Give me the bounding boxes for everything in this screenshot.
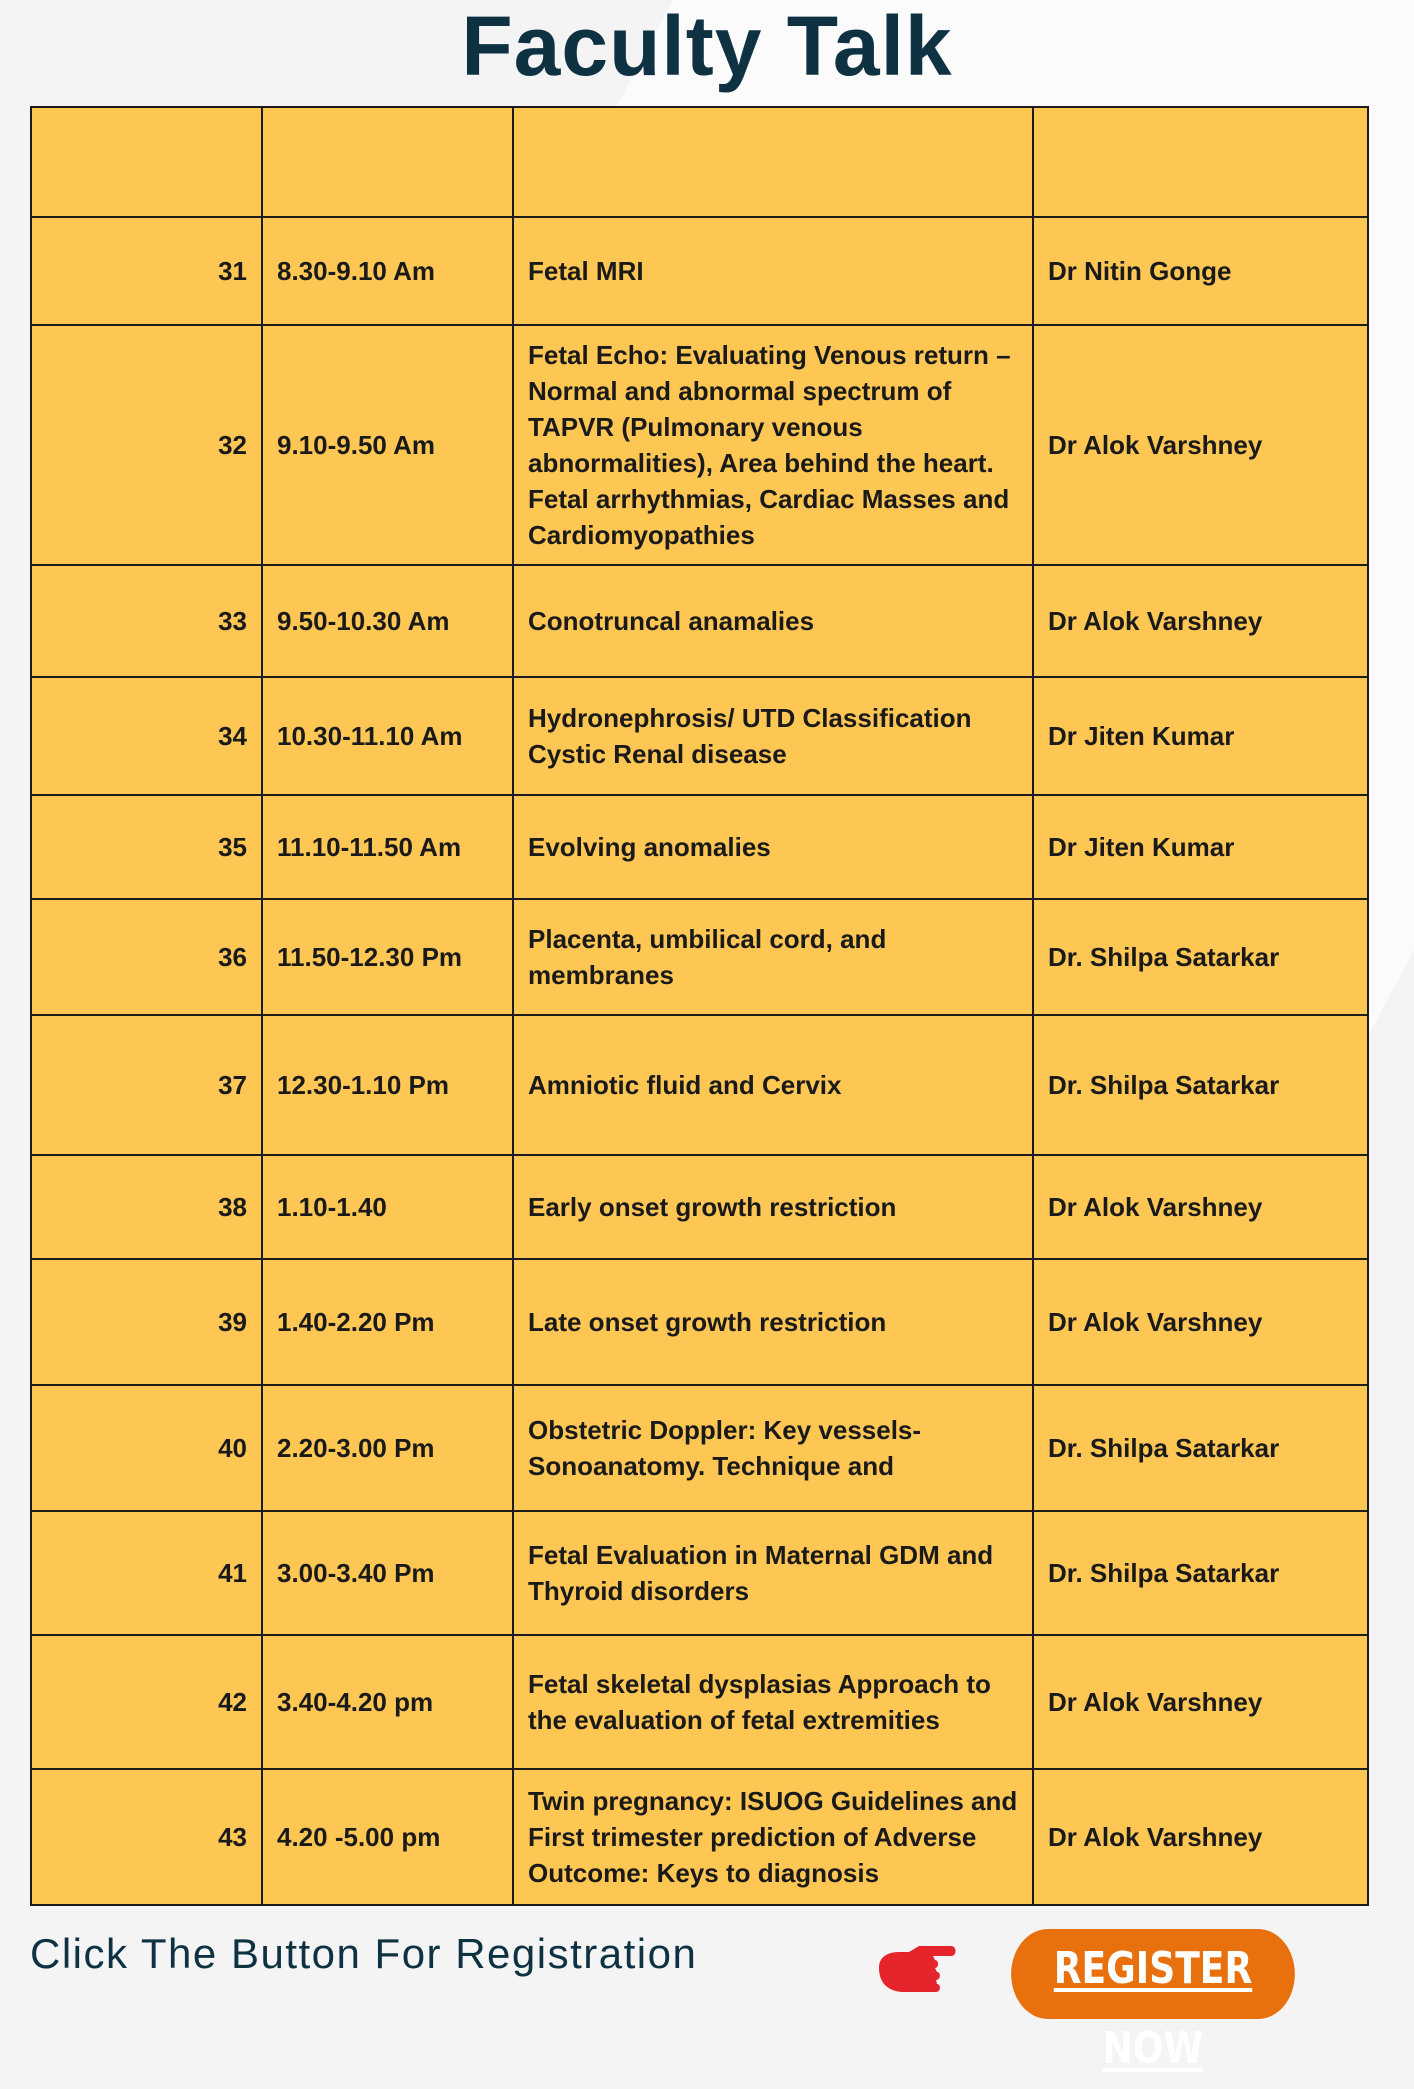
- talk-topic: Conotruncal anamalies: [513, 565, 1033, 677]
- row-number: 34: [31, 677, 262, 795]
- talk-topic: Amniotic fluid and Cervix: [513, 1015, 1033, 1155]
- table-row: [31, 795, 1368, 899]
- speaker-name: Dr. Shilpa Satarkar: [1033, 1015, 1368, 1155]
- talk-topic: Late onset growth restriction: [513, 1259, 1033, 1385]
- talk-topic: Placenta, umbilical cord, and membranes: [513, 899, 1033, 1015]
- time-slot: 3.00-3.40 Pm: [262, 1511, 513, 1635]
- time-slot: 1.10-1.40: [262, 1155, 513, 1259]
- speaker-name: Dr Alok Varshney: [1033, 1635, 1368, 1769]
- row-number: 41: [31, 1511, 262, 1635]
- page-title: Faculty Talk: [461, 0, 953, 93]
- row-number: 43: [31, 1769, 262, 1905]
- speaker-name: Dr. Shilpa Satarkar: [1033, 1385, 1368, 1511]
- row-number: 42: [31, 1635, 262, 1769]
- speaker-name: Dr Nitin Gonge: [1033, 217, 1368, 325]
- table-row: [31, 677, 1368, 795]
- talk-topic: Obstetric Doppler: Key vessels- Sonoanatomy. Technique and: [513, 1385, 1033, 1511]
- schedule-table: [30, 106, 1369, 1906]
- row-number: 31: [31, 217, 262, 325]
- table-row: [31, 1511, 1368, 1635]
- speaker-name: Dr Jiten Kumar: [1033, 677, 1368, 795]
- table-header-row: [31, 107, 1368, 217]
- time-slot: 2.20-3.00 Pm: [262, 1385, 513, 1511]
- time-slot: 9.50-10.30 Am: [262, 565, 513, 677]
- header-cell-topic: [513, 107, 1033, 217]
- talk-topic: Evolving anomalies: [513, 795, 1033, 899]
- talk-topic: Fetal Echo: Evaluating Venous return – Normal and abnormal spectrum of TAPVR (Pulmonary venous abnormalities), Area behind the heart. Fetal arrhythmias, Cardiac Masses and Cardiomyopathies: [513, 325, 1033, 565]
- table-row: [31, 217, 1368, 325]
- time-slot: 11.50-12.30 Pm: [262, 899, 513, 1015]
- time-slot: 4.20 -5.00 pm: [262, 1769, 513, 1905]
- speaker-name: Dr Alok Varshney: [1033, 325, 1368, 565]
- speaker-name: Dr Jiten Kumar: [1033, 795, 1368, 899]
- time-slot: 10.30-11.10 Am: [262, 677, 513, 795]
- speaker-name: Dr Alok Varshney: [1033, 1769, 1368, 1905]
- talk-topic: Fetal skeletal dysplasias Approach to the evaluation of fetal extremities: [513, 1635, 1033, 1769]
- speaker-name: Dr Alok Varshney: [1033, 1259, 1368, 1385]
- row-number: 35: [31, 795, 262, 899]
- table-row: [31, 1385, 1368, 1511]
- row-number: 38: [31, 1155, 262, 1259]
- time-slot: 1.40-2.20 Pm: [262, 1259, 513, 1385]
- speaker-name: Dr. Shilpa Satarkar: [1033, 1511, 1368, 1635]
- table-row: [31, 899, 1368, 1015]
- time-slot: 11.10-11.50 Am: [262, 795, 513, 899]
- row-number: 40: [31, 1385, 262, 1511]
- time-slot: 3.40-4.20 pm: [262, 1635, 513, 1769]
- row-number: 39: [31, 1259, 262, 1385]
- row-number: 33: [31, 565, 262, 677]
- table-row: [31, 1635, 1368, 1769]
- registration-prompt: Click The Button For Registration: [30, 1930, 698, 1977]
- row-number: 37: [31, 1015, 262, 1155]
- speaker-name: Dr. Shilpa Satarkar: [1033, 899, 1368, 1015]
- header-cell-speaker: [1033, 107, 1368, 217]
- speaker-name: Dr Alok Varshney: [1033, 1155, 1368, 1259]
- time-slot: 9.10-9.50 Am: [262, 325, 513, 565]
- row-number: 36: [31, 899, 262, 1015]
- talk-topic: Hydronephrosis/ UTD Classification Cystic Renal disease: [513, 677, 1033, 795]
- table-row: [31, 565, 1368, 677]
- speaker-name: Dr Alok Varshney: [1033, 565, 1368, 677]
- talk-topic: Twin pregnancy: ISUOG Guidelines and First trimester prediction of Adverse Outcome: Keys to diagnosis: [513, 1769, 1033, 1905]
- header-cell-time: [262, 107, 513, 217]
- register-now-button[interactable]: REGISTER NOW: [1011, 1929, 1295, 2019]
- talk-topic: Early onset growth restriction: [513, 1155, 1033, 1259]
- talk-topic: Fetal Evaluation in Maternal GDM and Thyroid disorders: [513, 1511, 1033, 1635]
- table-row: [31, 1259, 1368, 1385]
- time-slot: 8.30-9.10 Am: [262, 217, 513, 325]
- schedule-body: [31, 107, 1368, 1905]
- header-cell-no: [31, 107, 262, 217]
- table-row: [31, 1155, 1368, 1259]
- row-number: 32: [31, 325, 262, 565]
- time-slot: 12.30-1.10 Pm: [262, 1015, 513, 1155]
- pointing-hand-icon: [875, 1938, 959, 2000]
- table-row: [31, 325, 1368, 565]
- table-row: [31, 1015, 1368, 1155]
- talk-topic: Fetal MRI: [513, 217, 1033, 325]
- table-row: [31, 1769, 1368, 1905]
